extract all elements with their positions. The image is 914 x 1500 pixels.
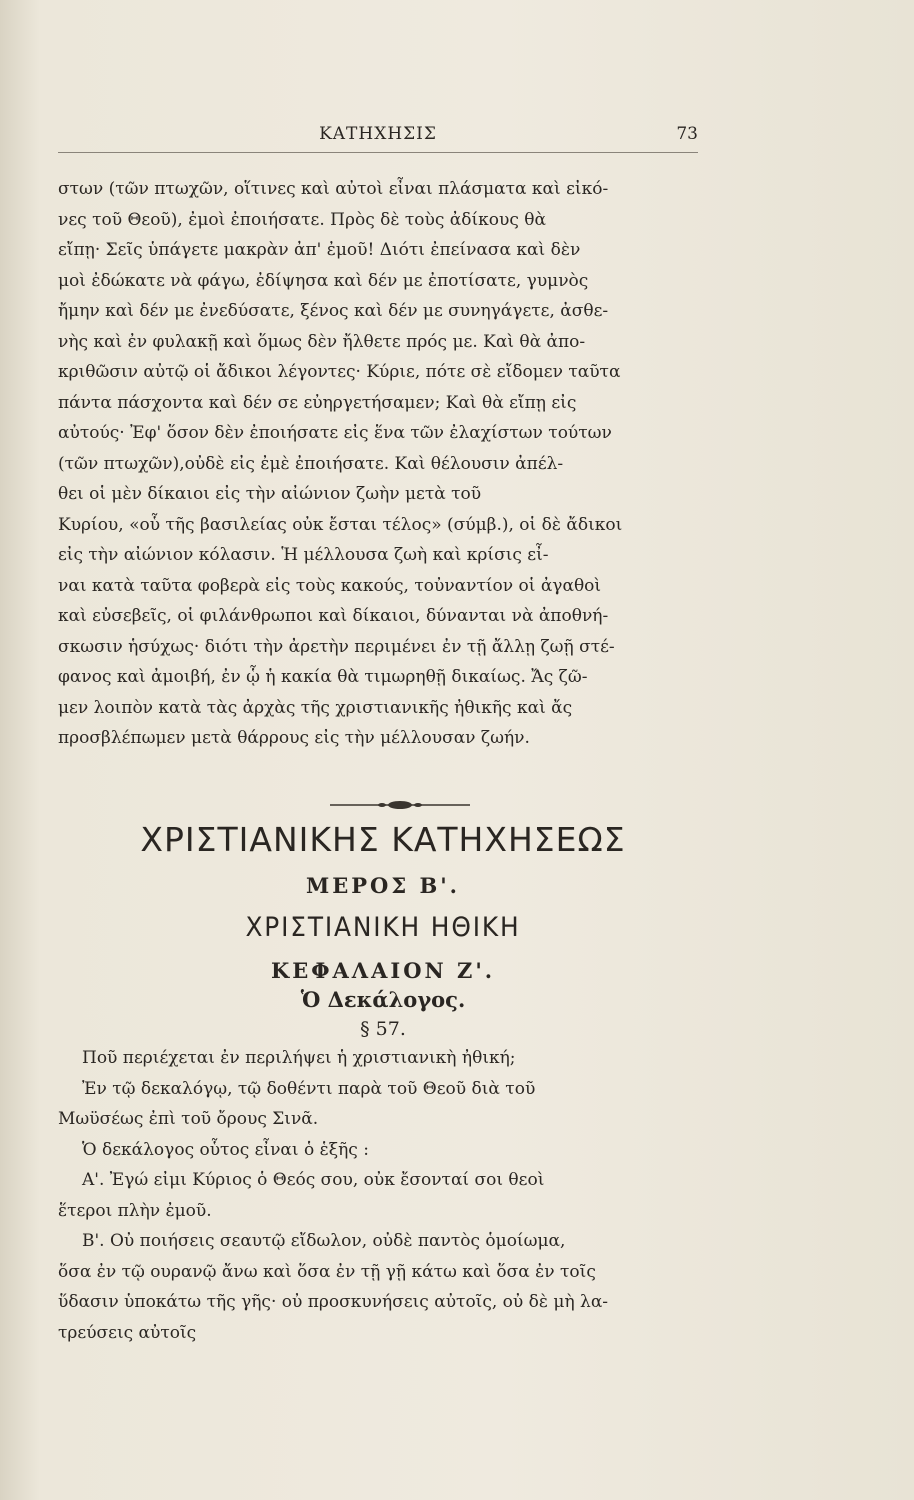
text-line: πάντα πάσχοντα καὶ δέν σε εὐηργετήσαμεν; Καὶ θὰ εἴπῃ εἰς bbox=[58, 392, 577, 413]
answer-line: Ἐν τῷ δεκαλόγῳ, τῷ δοθέντι παρὰ τοῦ Θεοῦ διὰ τοῦ bbox=[82, 1078, 536, 1099]
text-line: εἴπῃ· Σεῖς ὑπάγετε μακρὰν ἀπ' ἐμοῦ! Διότι ἐπείνασα καὶ δὲν bbox=[58, 240, 581, 260]
running-title: ΚΑΤΗΧΗΣΙΣ bbox=[319, 124, 437, 144]
text-line: φανος καὶ ἀμοιβή, ἐν ᾧ ἡ κακία θὰ τιμωρηθῇ δικαίως. Ἄς ζῶ- bbox=[58, 667, 588, 687]
text-line: (τῶν πτωχῶν),οὐδὲ εἰς ἐμὲ ἐποιήσατε. Καὶ θέλουσιν ἀπέλ- bbox=[58, 453, 564, 474]
commandment-a-line: Α'. Ἐγώ εἰμι Κύριος ὁ Θεός σου, οὐκ ἔσονταί σοι θεοὶ bbox=[82, 1170, 545, 1190]
text-line: στων (τῶν πτωχῶν, οἵτινες καὶ αὐτοὶ εἶναι πλάσματα καὶ εἰκό- bbox=[58, 179, 609, 199]
page-header bbox=[58, 120, 698, 150]
section-heading: ΧΡΙΣΤΙΑΝΙΚΗ ΗΘΙΚΗ bbox=[245, 912, 521, 943]
text-line: νες τοῦ Θεοῦ), ἐμοὶ ἐποιήσατε. Πρὸς δὲ τοὺς ἀδίκους θὰ bbox=[58, 209, 547, 230]
divider-ornament bbox=[330, 798, 470, 812]
paragraph-number: § 57. bbox=[360, 1018, 406, 1040]
page-number: 73 bbox=[676, 124, 698, 144]
text-line: Κυρίου, «οὗ τῆς βασιλείας οὐκ ἔσται τέλος» (σύμβ.), οἱ δὲ ἄδικοι bbox=[58, 514, 623, 535]
text-line: μεν λοιπὸν κατὰ τὰς ἀρχὰς τῆς χριστιανικῆς ἠθικῆς καὶ ἄς bbox=[58, 697, 573, 718]
question-line: Ποῦ περιέχεται ἐν περιλήψει ἡ χριστιανικὴ ἠθική; bbox=[82, 1048, 516, 1068]
decalogue-text bbox=[58, 1043, 708, 1348]
text-line: εἰς τὴν αἰώνιον κόλασιν. Ἡ μέλλουσα ζωὴ καὶ κρίσις εἶ- bbox=[58, 545, 549, 565]
text-line: αὐτούς· Ἐφ' ὅσον δὲν ἐποιήσατε εἰς ἕνα τῶν ἐλαχίστων τούτων bbox=[58, 423, 612, 443]
commandment-a-line: ἕτεροι πλὴν ἐμοῦ. bbox=[58, 1200, 212, 1221]
commandment-b-line: τρεύσεις αὐτοῖς bbox=[58, 1322, 197, 1343]
text-line: ναι κατὰ ταῦτα φοβερὰ εἰς τοὺς κακούς, τοὐναντίον οἱ ἀγαθοὶ bbox=[58, 575, 602, 596]
commandment-b-line: Β'. Οὐ ποιήσεις σεαυτῷ εἴδωλον, οὐδὲ παντὸς ὁμοίωμα, bbox=[82, 1231, 566, 1251]
text-line: προσβλέπωμεν μετὰ θάρρους εἰς τὴν μέλλουσαν ζωήν. bbox=[58, 728, 530, 748]
text-line: κριθῶσιν αὐτῷ οἱ ἄδικοι λέγοντες· Κύριε, πότε σὲ εἴδομεν ταῦτα bbox=[58, 362, 621, 382]
commandment-b-line: ὅσα ἐν τῷ ουρανῷ ἄνω καὶ ὅσα ἐν τῇ γῇ κάτω καὶ ὅσα ἐν τοῖς bbox=[58, 1261, 596, 1282]
answer-line: Μωϋσέως ἐπὶ τοῦ ὄρους Σινᾶ. bbox=[58, 1109, 319, 1129]
text-line: καὶ εὐσεβεῖς, οἱ φιλάνθρωποι καὶ δίκαιοι, δύνανται νὰ ἀποθνή- bbox=[58, 606, 609, 626]
header-rule bbox=[58, 152, 698, 157]
text-line: θει οἱ μὲν δίκαιοι εἰς τὴν αἰώνιον ζωὴν μετὰ τοῦ bbox=[58, 484, 482, 504]
subchapter-heading: Ὁ Δεκάλογος. bbox=[300, 987, 466, 1012]
text-line: σκωσιν ἡσύχως· διότι τὴν ἀρετὴν περιμένει ἐν τῇ ἄλλῃ ζωῇ στέ- bbox=[58, 636, 615, 657]
commandment-b-line: ὕδασιν ὑποκάτω τῆς γῆς· οὐ προσκυνήσεις αὐτοῖς, οὐ δὲ μὴ λα- bbox=[58, 1292, 609, 1312]
text-line: ἤμην καὶ δέν με ἐνεδύσατε, ξένος καὶ δέν με συνηγάγετε, ἀσθε- bbox=[58, 301, 609, 321]
continued-text bbox=[58, 174, 708, 754]
text-line: νὴς καὶ ἐν φυλακῇ καὶ ὅμως δὲν ἤλθετε πρός με. Καὶ θὰ ἀπο- bbox=[58, 331, 586, 352]
chapter-heading: ΚΕΦΑΛΑΙΟΝ Ζ'. bbox=[270, 958, 496, 983]
main-heading: ΧΡΙΣΤΙΑΝΙΚΗΣ ΚΑΤΗΧΗΣΕΩΣ bbox=[140, 820, 626, 859]
intro-line: Ὁ δεκάλογος οὗτος εἶναι ὁ ἑξῆς : bbox=[82, 1139, 369, 1160]
part-heading: ΜΕΡΟΣ Β'. bbox=[306, 873, 460, 898]
text-line: μοὶ ἐδώκατε νὰ φάγω, ἐδίψησα καὶ δέν με ἐποτίσατε, γυμνὸς bbox=[58, 270, 589, 291]
